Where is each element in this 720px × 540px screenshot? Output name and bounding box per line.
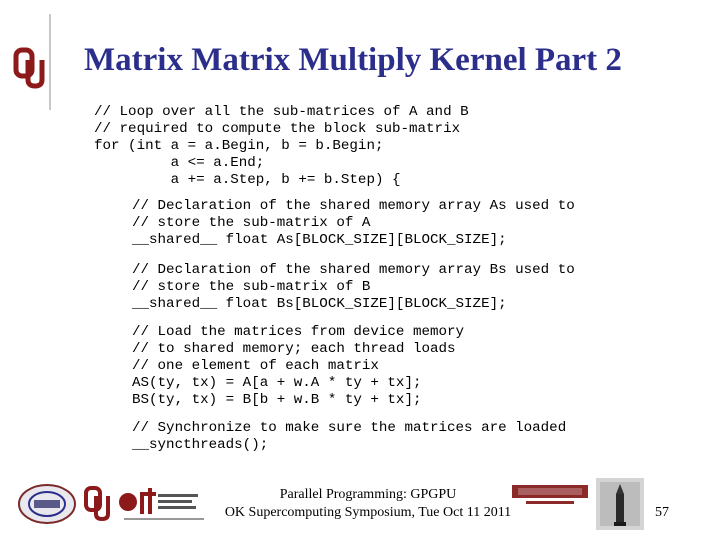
earlham-logo-icon — [510, 483, 590, 509]
code-shared-a: // Declaration of the shared memory array As used to // store the sub-matrix of A __shared__ float As[BLOCK_SIZE][BLOCK_SIZE]; — [132, 198, 575, 248]
oscer-logo-icon — [19, 485, 75, 523]
page-number: 57 — [655, 505, 669, 520]
sponsor-logos — [14, 480, 214, 528]
footer-text — [218, 486, 518, 522]
ou-small-logo-icon — [86, 488, 108, 519]
tower-photo-icon — [596, 478, 644, 530]
code-sync: // Synchronize to make sure the matrices are loaded __syncthreads(); — [132, 420, 567, 453]
code-load: // Load the matrices from device memory // to shared memory; each thread loads // one element of each matrix AS(ty, tx) = A[a + w.A * ty + tx]; BS(ty, tx) = B[b + w.B * ty + tx]; — [132, 324, 465, 408]
code-shared-b: // Declaration of the shared memory array Bs used to // store the sub-matrix of B __shared__ float Bs[BLOCK_SIZE][BLOCK_SIZE]; — [132, 262, 575, 312]
ou-logo-icon — [12, 44, 46, 92]
footer-line-2: OK Supercomputing Symposium, Tue Oct 11 2011 — [224, 505, 512, 520]
oit-logo-icon — [119, 488, 204, 520]
code-loop: // Loop over all the sub-matrices of A and B // required to compute the block sub-matrix for (int a = a.Begin, b = b.Begin; a <= a.End; a += a.Step, b += b.Step) { — [94, 104, 469, 188]
title-divider — [49, 14, 51, 110]
slide-title: Matrix Matrix Multiply Kernel Part 2 — [84, 42, 622, 78]
footer-line-1: Parallel Programming: GPGPU — [279, 487, 457, 502]
